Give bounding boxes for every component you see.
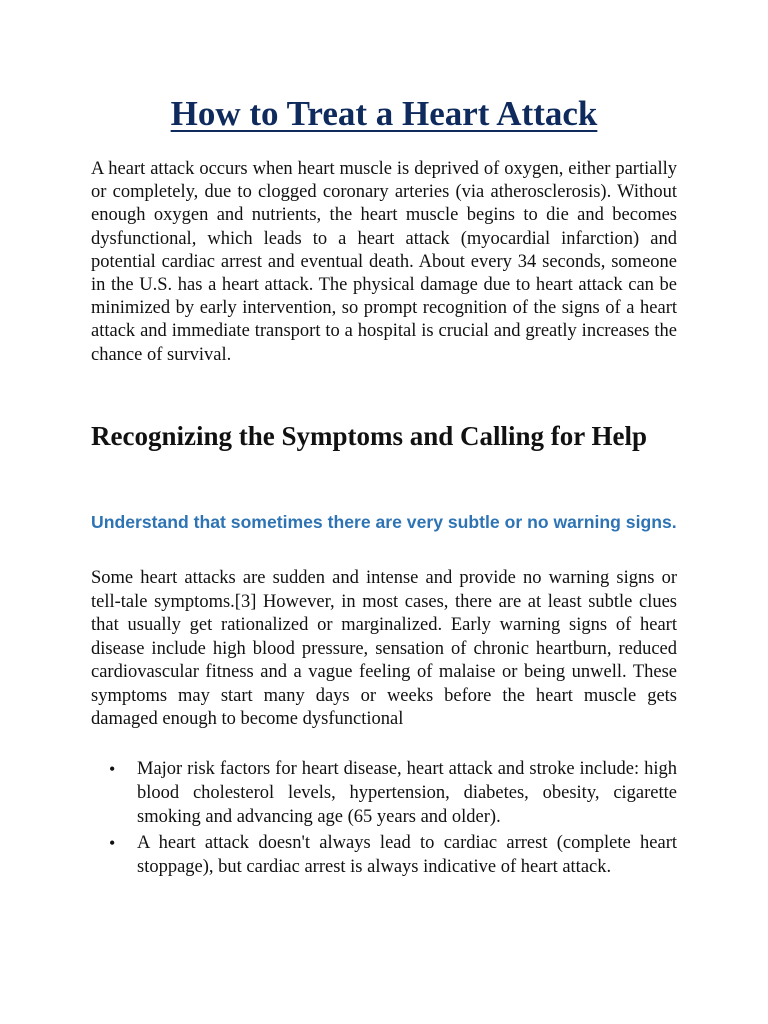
list-item	[91, 831, 677, 879]
bullet-icon: •	[109, 759, 116, 779]
subheading: Understand that sometimes there are very subtle or no warning signs.	[91, 512, 677, 532]
list-item-text: A heart attack doesn't always lead to cardiac arrest (complete heart stoppage), but cardiac arrest is always indicative of heart attack.	[137, 833, 677, 877]
page-title: How to Treat a Heart Attack	[170, 94, 598, 133]
intro-paragraph: A heart attack occurs when heart muscle is deprived of oxygen, either partially or completely, due to clogged coronary arteries (via atherosclerosis). Without enough oxygen and nutrients, the heart muscle begins to die and becomes dysfunctional, which leads to a heart attack (myocardial infarction) and potential cardiac arrest and eventual death. About every 34 seconds, someone in the U.S. has a heart attack. The physical damage due to heart attack can be minimized by early intervention, so prompt recognition of the signs of a heart attack and immediate transport to a hospital is crucial and greatly increases the chance of survival.	[91, 159, 677, 365]
list-item	[91, 757, 677, 829]
body-paragraph: Some heart attacks are sudden and intense and provide no warning signs or tell-tale symptoms.[3] However, in most cases, there are at least subtle clues that usually get rationalized or marginalized. Early warning signs of heart disease include high blood pressure, sensation of chronic heartburn, reduced cardiovascular fitness and a vague feeling of malaise or being unwell. These symptoms may start many days or weeks before the heart muscle gets damaged enough to become dysfunctional	[91, 568, 677, 729]
list-item-text: Major risk factors for heart disease, heart attack and stroke include: high blood cholesterol levels, hypertension, diabetes, obesity, cigarette smoking and advancing age (65 years and older).	[137, 759, 677, 827]
bullet-list	[91, 757, 677, 881]
section-heading: Recognizing the Symptoms and Calling for Help	[91, 421, 648, 451]
bullet-icon: •	[109, 833, 116, 853]
